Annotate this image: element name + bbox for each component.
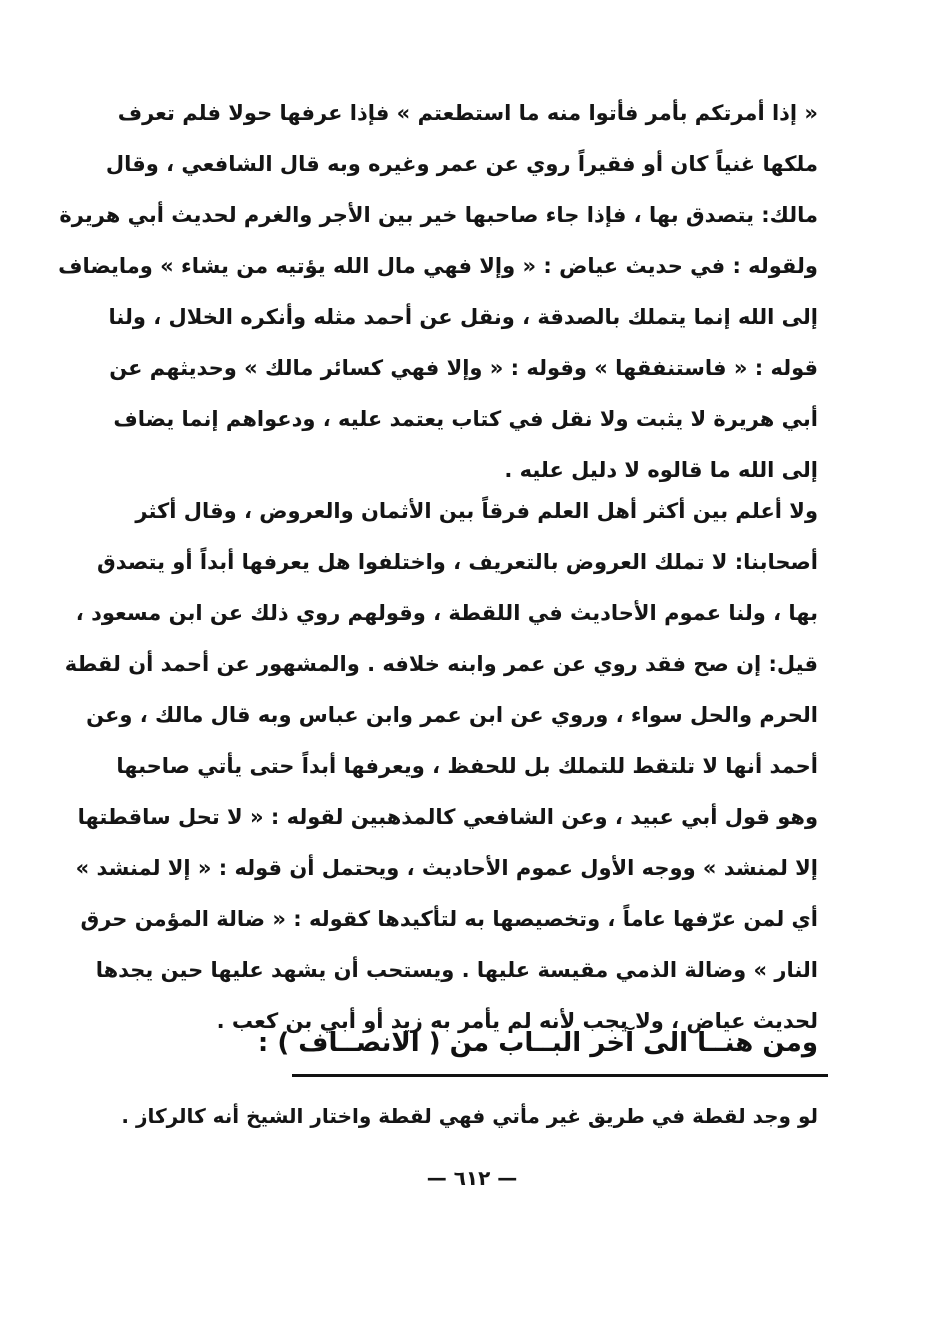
text-line: ولقوله : في حديث عياض : « وإلا فهي مال الله يؤتيه من يشاء » ومايضاف: [58, 254, 818, 278]
text-line: أبي هريرة لا يثبت ولا نقل في كتاب يعتمد عليه ، ودعواهم إنما يضاف: [113, 407, 818, 431]
text-line: وهو قول أبي عبيد ، وعن الشافعي كالمذهبين لقوله : « لا تحل ساقطتها: [77, 805, 818, 829]
body-paragraph-1: [58, 88, 818, 496]
section-heading: ومن هنــا الى آخر البــاب من ( الانصــاف ) :: [257, 1028, 818, 1058]
page-number: — ٦١٢ —: [426, 1166, 518, 1190]
text-line: أحمد أنها لا تلتقط للتملك بل للحفظ ، ويعرفها أبداً حتى يأتي صاحبها: [116, 754, 818, 778]
section-heading-underline: [257, 1022, 828, 1077]
text-line: إلى الله إنما يتملك بالصدقة ، ونقل عن أحمد مثله وأنكره الخلال ، ولنا: [108, 305, 818, 329]
text-line: إلا لمنشد » ووجه الأول عموم الأحاديث ، ويحتمل أن قوله : « إلا لمنشد »: [75, 856, 818, 880]
text-line: ملكها غنياً كان أو فقيراً روي عن عمر وغيره وبه قال الشافعي ، وقال: [105, 152, 818, 176]
text-line: النار » وضالة الذمي مقيسة عليها . ويستحب أن يشهد عليها حين يجدها: [95, 958, 818, 982]
text-line: إلى الله ما قالوه لا دليل عليه .: [504, 458, 818, 482]
text-line: قيل: إن صح فقد روي عن عمر وابنه خلافه . والمشهور عن أحمد أن لقطة: [64, 652, 818, 676]
footnote-text: لو وجد لقطة في طريق غير مأتي فهي لقطة واختار الشيخ أنه كالركاز .: [121, 1104, 818, 1128]
text-line: مالك: يتصدق بها ، فإذا جاء صاحبها خير بين الأجر والغرم لحديث أبي هريرة: [59, 203, 818, 227]
text-line: الحرم والحل سواء ، وروي عن ابن عمر وابن عباس وبه قال مالك ، وعن: [86, 703, 818, 727]
text-line: أصحابنا: لا تملك العروض بالتعريف ، واختلفوا هل يعرفها أبداً أو يتصدق: [96, 550, 818, 574]
text-line: لحديث عياض ، ولا يجب لأنه لم يأمر به زيد أو أبي بن كعب .: [216, 1009, 818, 1033]
text-line: أي لمن عرّفها عاماً ، وتخصيصها به لتأكيدها كقوله : « ضالة المؤمن حرق: [80, 907, 818, 931]
body-paragraph-2: [64, 486, 818, 1047]
text-line: بها ، ولنا عموم الأحاديث في اللقطة ، وقولهم روي ذلك عن ابن مسعود ،: [75, 601, 818, 625]
text-line: « إذا أمرتكم بأمر فأتوا منه ما استطعتم » فإذا عرفها حولا فلم تعرف: [117, 101, 818, 125]
text-line: ولا أعلم بين أكثر أهل العلم فرقاً بين الأثمان والعروض ، وقال أكثر: [135, 499, 818, 523]
text-line: قوله : « فاستنفقها » وقوله : « وإلا فهي كسائر مالك » وحديثهم عن: [109, 356, 818, 380]
